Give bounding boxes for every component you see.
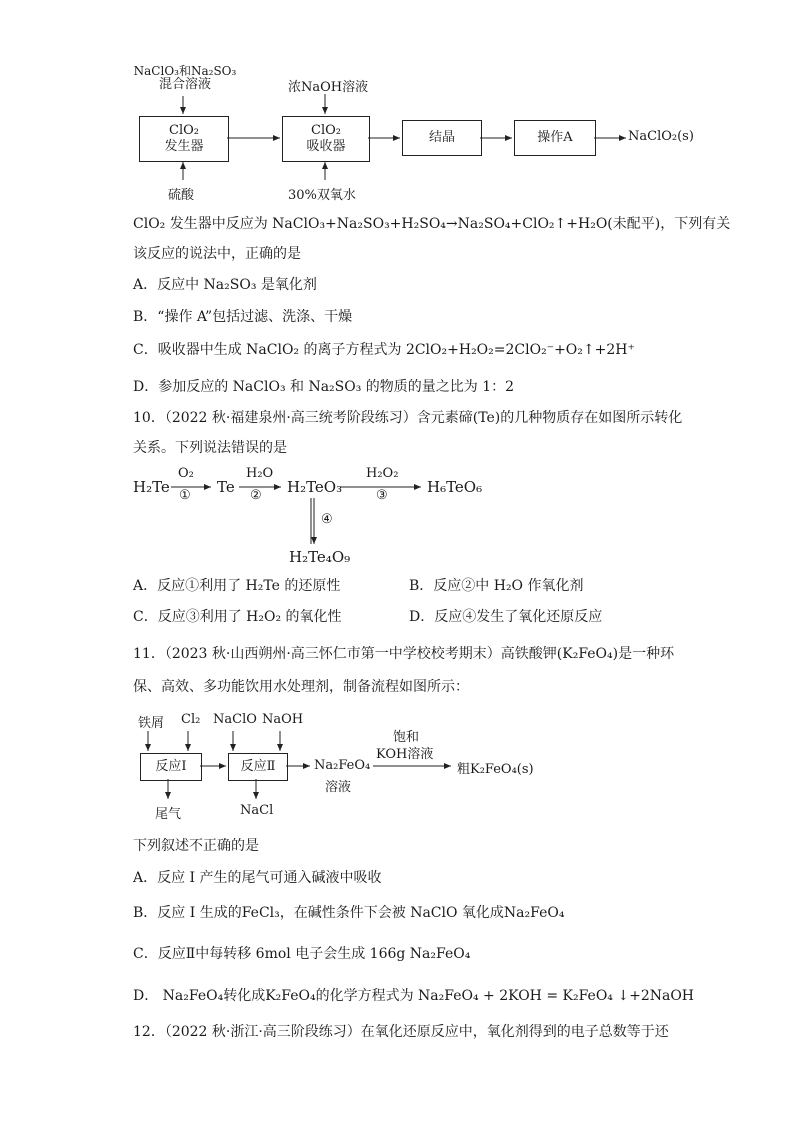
option-c: C．吸收器中生成 NaClO₂ 的离子方程式为 2ClO₂+H₂O₂=2ClO₂⁻+O₂↑+2H⁺ bbox=[133, 342, 635, 358]
reagent-o2: O₂ bbox=[178, 466, 194, 481]
product-label: NaClO₂(s) bbox=[628, 129, 694, 144]
reagent-h2o2: H₂O₂ bbox=[366, 466, 399, 481]
question-stem-line: 该反应的说法中，正确的是 bbox=[133, 246, 301, 262]
input-label-acid: 硫酸 bbox=[168, 188, 195, 203]
input-label-cl2: Cl₂ bbox=[181, 712, 201, 727]
reagent-h2o: H₂O bbox=[246, 466, 274, 481]
box-label: 反应Ⅰ bbox=[155, 759, 187, 774]
input-line-2: 混合溶液 bbox=[158, 77, 211, 92]
flow-box-generator bbox=[139, 116, 229, 162]
box-label: 结晶 bbox=[428, 130, 455, 145]
step-4-label: ④ bbox=[321, 512, 333, 527]
question-stem-line: ClO₂ 发生器中反应为 NaClO₃+Na₂SO₃+H₂SO₄→Na₂SO₄+ClO₂↑+H₂O(未配平)，下列有关 bbox=[133, 216, 731, 232]
option-b: B．“操作 A”包括过滤、洗涤、干燥 bbox=[133, 309, 353, 325]
box-line-2: 发生器 bbox=[164, 139, 204, 154]
species-h2te: H₂Te bbox=[133, 478, 170, 496]
option-b: B．反应 I 生成的FeCl₃，在碱性条件下会被 NaClO 氧化成Na₂FeO₄ bbox=[133, 905, 565, 921]
input-line-1: NaClO₃和Na₂SO₃ bbox=[133, 64, 237, 78]
intermediate-solution: 溶液 bbox=[325, 780, 352, 795]
option-a: A．反应中 Na₂SO₃ 是氧化剂 bbox=[133, 277, 317, 293]
product-label: 粗K₂FeO₄(s) bbox=[457, 762, 534, 777]
question-stem-line: 保、高效、多功能饮用水处理剂，制备流程如图所示： bbox=[133, 679, 469, 695]
box-line-1: ClO₂ bbox=[311, 123, 341, 138]
input-label-peroxide: 30%双氧水 bbox=[288, 188, 356, 203]
option-b: B．反应②中 H₂O 作氧化剂 bbox=[409, 578, 584, 594]
question-stem-line: 12．（2022 秋·浙江·高三阶段练习）在氧化还原反应中，氧化剂得到的电子总数等于还 bbox=[133, 1024, 669, 1040]
option-c: C．反应③利用了 H₂O₂ 的氧化性 bbox=[133, 609, 342, 625]
step-3-label: ③ bbox=[376, 488, 388, 503]
box-line-2: 吸收器 bbox=[306, 139, 346, 154]
species-h2teo3: H₂TeO₃ bbox=[287, 478, 343, 496]
reagent-saturated: 饱和 bbox=[393, 730, 420, 745]
question-lead: 下列叙述不正确的是 bbox=[133, 838, 259, 854]
intermediate-na2feo4: Na₂FeO₄ bbox=[314, 758, 371, 773]
species-h2te4o9: H₂Te₄O₉ bbox=[289, 548, 351, 566]
flow-box-reaction-1 bbox=[140, 753, 202, 781]
input-label bbox=[130, 64, 240, 92]
option-d: D．参加反应的 NaClO₃ 和 Na₂SO₃ 的物质的量之比为 1：2 bbox=[133, 379, 515, 395]
input-label-iron-scrap: 铁屑 bbox=[138, 716, 165, 731]
species-h6teo6: H₆TeO₆ bbox=[427, 478, 483, 496]
option-d: D．反应④发生了氧化还原反应 bbox=[409, 609, 603, 625]
step-1-label: ① bbox=[179, 488, 191, 503]
option-a: A．反应 I 产生的尾气可通入碱液中吸收 bbox=[133, 870, 382, 886]
box-line-1: ClO₂ bbox=[169, 123, 199, 138]
box-label: 操作A bbox=[537, 130, 573, 145]
species-te: Te bbox=[217, 478, 235, 496]
flow-box-reaction-2 bbox=[228, 753, 288, 781]
flow-box-operation-a bbox=[514, 120, 596, 156]
question-stem-line: 关系。下列说法错误的是 bbox=[133, 440, 287, 456]
question-stem-line: 10．（2022 秋·福建泉州·高三统考阶段练习）含元素碲(Te)的几种物质存在如图所示转化 bbox=[133, 410, 683, 426]
flow-box-crystallize bbox=[402, 120, 482, 156]
output-label-tail-gas: 尾气 bbox=[155, 807, 182, 822]
option-c: C．反应Ⅱ中每转移 6mol 电子会生成 166g Na₂FeO₄ bbox=[133, 946, 471, 962]
step-2-label: ② bbox=[250, 488, 262, 503]
input-label-naoh: NaOH bbox=[262, 712, 304, 727]
box-label: 反应Ⅱ bbox=[240, 759, 276, 774]
question-stem-line: 11．（2023 秋·山西朔州·高三怀仁市第一中学校校考期末）高铁酸钾(K₂FeO₄)是一种环 bbox=[133, 646, 675, 662]
option-d: D． Na₂FeO₄转化成K₂FeO₄的化学方程式为 Na₂FeO₄ + 2KOH = K₂FeO₄ ↓+2NaOH bbox=[133, 988, 695, 1004]
reagent-koh: KOH溶液 bbox=[376, 747, 434, 762]
input-label-naclo: NaClO bbox=[213, 712, 257, 727]
input-label-naoh: 浓NaOH溶液 bbox=[288, 80, 369, 95]
output-label-nacl: NaCl bbox=[240, 803, 274, 818]
option-a: A．反应①利用了 H₂Te 的还原性 bbox=[133, 578, 341, 594]
flow-box-absorber bbox=[282, 116, 370, 162]
